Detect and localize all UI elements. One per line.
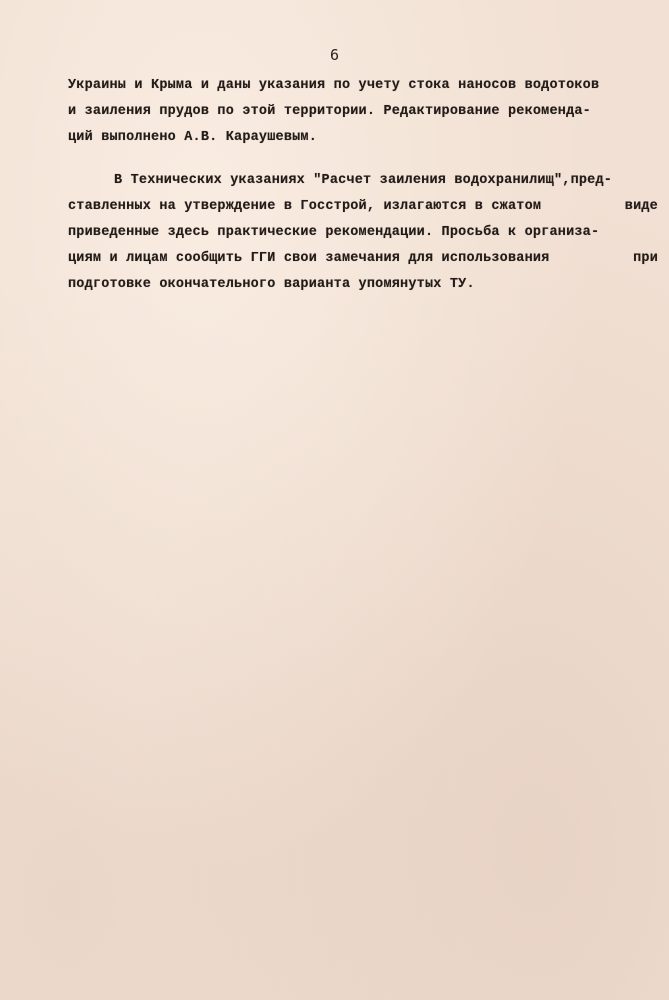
paragraph-2-line-3: приведенные здесь практические рекомендации. Просьба к организа- [68,225,600,240]
paragraph-1-line-1: Украины и Крыма и даны указания по учету стока наносов водотоков [68,78,600,93]
paragraph-2-line-4 [68,251,658,266]
page-number: 6 [329,46,340,64]
paragraph-2-line-2-main: ставленных на утверждение в Госстрой, излагаются в сжатом [68,199,542,214]
paragraph-2-line-2-end: виде [624,199,658,214]
paragraph-2-line-4-end: при [633,251,658,266]
paragraph-1-line-2: и заиления прудов по этой территории. Редактирование рекоменда- [68,104,591,119]
paragraph-1-line-3: ций выполнено А.В. Караушевым. [68,130,318,145]
paragraph-2-line-1-text: В Технических указаниях "Расчет заиления водохранилищ",пред- [114,173,613,188]
paragraph-2-line-4-main: циям и лицам сообщить ГГИ свои замечания для использования [68,251,550,266]
paragraph-2-line-2 [68,199,658,214]
paragraph-2-line-5: подготовке окончательного варианта упомянутых ТУ. [68,277,475,292]
